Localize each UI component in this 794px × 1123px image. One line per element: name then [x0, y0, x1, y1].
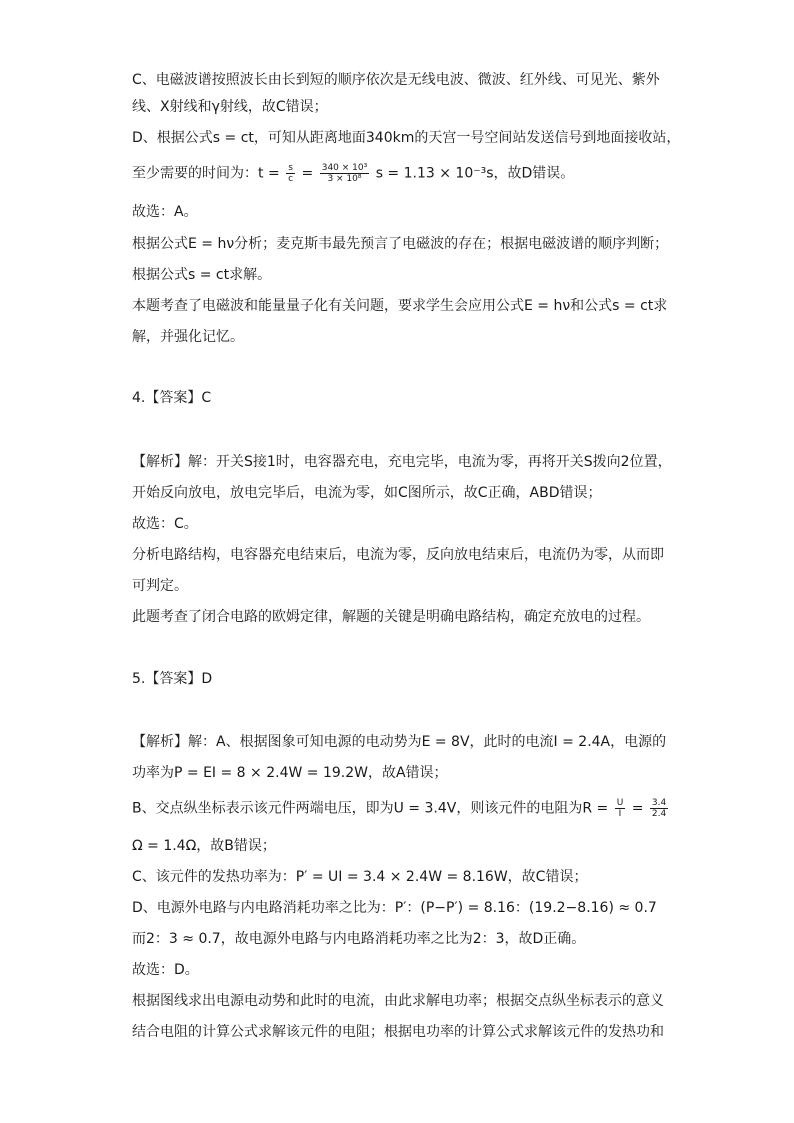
fraction-denominator: 2.4: [651, 809, 667, 819]
q3-line-2: 线、X射线和γ射线，故C错误；: [132, 99, 328, 115]
q5-answer-heading: 5.【答案】D: [132, 671, 213, 687]
q5-line-3-pre: B、交点纵坐标表示该元件两端电压，即为U = 3.4V，则该元件的电阻为R =: [132, 800, 609, 817]
q3-line-1: C、电磁波谱按照波长由长到短的顺序依次是无线电波、微波、红外线、可见光、紫外: [132, 72, 660, 88]
q3-line-5: 故选：A。: [132, 204, 198, 220]
q5-line-5: C、该元件的发热功率为：P′ = UI = 3.4 × 2.4W = 8.16W，故C错误；: [132, 869, 588, 885]
q5-line-2: 功率为P = EI = 8 × 2.4W = 19.2W，故A错误；: [132, 765, 448, 781]
q3-line-4-post: s = 1.13 × 10⁻³s，故D错误。: [375, 165, 575, 182]
fraction-denominator: c: [288, 174, 294, 184]
q3-line-3: D、根据公式s = ct，可知从距离地面340km的天宫一号空间站发送信号到地面接收站，: [132, 130, 681, 146]
q5-line-8: 故选：D。: [132, 962, 199, 978]
q3-line-7: 根据公式s = ct求解。: [132, 267, 272, 283]
q4-line-2: 开始反向放电，放电完毕后，电流为零，如C图所示，故C正确，ABD错误；: [132, 485, 602, 501]
q5-line-10: 结合电阻的计算公式求解该元件的电阻；根据电功率的计算公式求解该元件的发热功和: [132, 1024, 664, 1040]
q3-line-8: 本题考查了电磁波和能量量子化有关问题，要求学生会应用公式E = hν和公式s = ct求: [132, 298, 668, 314]
fraction-numerator: U: [616, 798, 624, 808]
q5-line-9: 根据图线求出电源电动势和此时的电流，由此求解电功率；根据交点纵坐标表示的意义: [132, 993, 664, 1009]
q5-line-1: 【解析】解：A、根据图象可知电源的电动势为E = 8V，此时的电流I = 2.4A，电源的: [132, 734, 667, 750]
q4-line-1: 【解析】解：开关S接1时，电容器充电，充电完毕，电流为零，再将开关S拨向2位置，: [132, 454, 672, 470]
q5-line-3: [132, 798, 672, 819]
fraction-numerator: 3.4: [651, 798, 667, 808]
q3-line-6: 根据公式E = hν分析；麦克斯韦最先预言了电磁波的存在；根据电磁波谱的顺序判断；: [132, 236, 669, 252]
fraction-u-over-i: [615, 798, 626, 819]
fraction-s-over-c: [286, 163, 295, 184]
q4-line-3: 故选：C。: [132, 516, 198, 532]
q4-line-5: 可判定。: [132, 578, 188, 594]
q4-line-6: 此题考查了闭合电路的欧姆定律，解题的关键是明确电路结构，确定充放电的过程。: [132, 609, 650, 625]
q3-line-4: [132, 163, 672, 184]
fraction-distance-over-speed: [320, 163, 370, 184]
q5-line-7: 而2：3 ≈ 0.7，故电源外电路与内电路消耗功率之比为2：3，故D正确。: [132, 931, 586, 947]
q3-line-4-pre: 至少需要的时间为：t =: [132, 165, 280, 182]
q4-answer-heading: 4.【答案】C: [132, 390, 212, 406]
fraction-numerator: 340 × 10³: [321, 163, 368, 173]
q5-line-4: Ω = 1.4Ω，故B错误；: [132, 838, 276, 854]
equals-sign: =: [631, 800, 644, 817]
fraction-voltage-over-current: [650, 798, 668, 819]
q3-line-9: 解，并强化记忆。: [132, 329, 244, 345]
fraction-denominator: I: [618, 809, 622, 819]
q4-line-4: 分析电路结构，电容器充电结束后，电流为零，反向放电结束后，电流仍为零，从而即: [132, 547, 664, 563]
fraction-denominator: 3 × 10⁸: [327, 174, 362, 184]
q5-line-6: D、电源外电路与内电路消耗功率之比为：P′：(P−P′) = 8.16：(19.2−8.16) ≈ 0.7: [132, 900, 657, 916]
equals-sign: =: [301, 165, 314, 182]
fraction-numerator: s: [286, 163, 295, 174]
